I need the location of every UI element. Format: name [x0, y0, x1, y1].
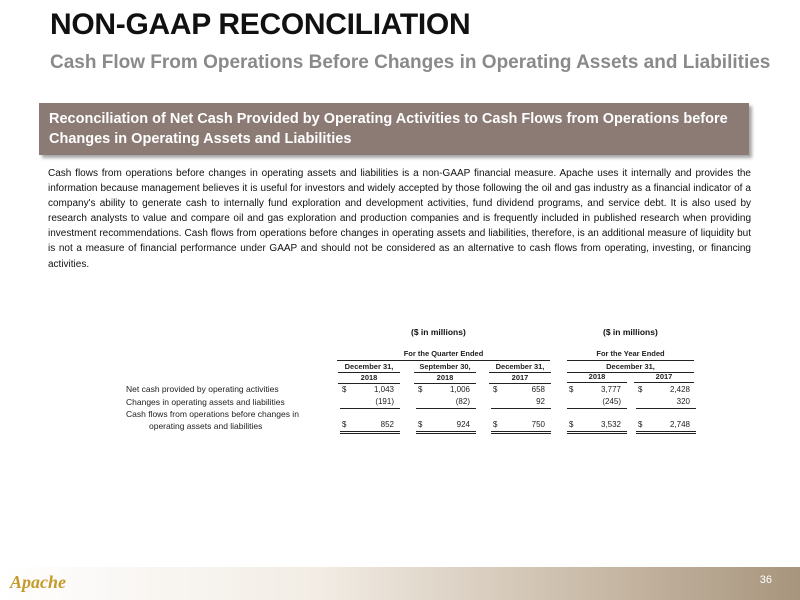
- cell-value: 2,428: [669, 385, 690, 394]
- table-cell: [340, 397, 400, 409]
- table-cell: [416, 397, 476, 409]
- cell-value: 2,748: [669, 420, 690, 429]
- column-header: [338, 362, 400, 384]
- cell-value: 1,043: [373, 385, 394, 394]
- period-header-year: For the Year Ended: [567, 349, 694, 361]
- column-header-line2: 2018: [338, 373, 400, 384]
- column-header-line1: December 31,: [567, 362, 694, 373]
- table-cell: [567, 397, 627, 409]
- units-label-quarter: ($ in millions): [411, 327, 466, 337]
- cell-value: 3,532: [600, 420, 621, 429]
- column-header-line2: 2018: [567, 372, 627, 383]
- table-cell: [340, 420, 400, 434]
- table-cell: [636, 385, 696, 396]
- cell-value: 658: [531, 385, 545, 394]
- currency-symbol: $: [342, 385, 347, 394]
- table-cell: [636, 420, 696, 434]
- column-header-line2: 2017: [489, 373, 551, 384]
- currency-symbol: $: [493, 420, 498, 429]
- column-header-line1: December 31,: [489, 362, 551, 373]
- currency-symbol: $: [342, 420, 347, 429]
- column-header: [489, 362, 551, 384]
- cell-value: 1,006: [449, 385, 470, 394]
- currency-symbol: $: [418, 420, 423, 429]
- page-subtitle: Cash Flow From Operations Before Changes in Operating Assets and Liabilities: [50, 52, 771, 73]
- table-cell: [491, 420, 551, 434]
- cell-value: 92: [536, 397, 545, 406]
- table-cell: [491, 385, 551, 396]
- cell-value: 924: [456, 420, 470, 429]
- page-number: 36: [759, 574, 772, 586]
- row-label-cash-flows-line1: Cash flows from operations before changes in: [126, 409, 299, 419]
- column-header-line2: 2018: [414, 373, 476, 384]
- cell-value: 852: [380, 420, 394, 429]
- column-header-line1: December 31,: [338, 362, 400, 373]
- description-paragraph: Cash flows from operations before changes in operating assets and liabilities is a non-GAAP financial measure. Apache uses it internally and provides the information because management believes it is useful for investors and widely accepted by those following the oil and gas industry as a financial indicator of a company's ability to generate cash to internally fund exploration and development activities, fund dividend programs, and service debt. It is also used by research analysts to value and compare oil and gas exploration and production companies and is frequently included in published research when providing investment recommendations. Cash flows from operations before changes in operating assets and liabilities, therefore, is an additional measure of liquidity but is not a measure of financial performance under GAAP and should not be considered as an alternative to cash flows from operating, investing, or financing activities.: [48, 168, 751, 270]
- currency-symbol: $: [569, 420, 574, 429]
- table-cell: [636, 397, 696, 409]
- cell-value: 750: [531, 420, 545, 429]
- row-label-cash-flows-line2: operating assets and liabilities: [149, 421, 263, 431]
- column-header: [414, 362, 476, 384]
- cell-value: 3,777: [600, 385, 621, 394]
- currency-symbol: $: [493, 385, 498, 394]
- table-cell: [567, 420, 627, 434]
- column-header-line1: September 30,: [414, 362, 476, 373]
- currency-symbol: $: [418, 385, 423, 394]
- table-cell: [491, 397, 551, 409]
- currency-symbol: $: [638, 420, 643, 429]
- cell-value: 320: [676, 397, 690, 406]
- table-cell: [416, 385, 476, 396]
- row-label-net-cash: Net cash provided by operating activities: [126, 384, 279, 394]
- section-banner: Reconciliation of Net Cash Provided by Operating Activities to Cash Flows from Operations before Changes in Operating Assets and Liabilities: [39, 103, 749, 155]
- currency-symbol: $: [638, 385, 643, 394]
- apache-logo: Apache: [10, 572, 66, 592]
- page-title: NON-GAAP RECONCILIATION: [50, 8, 471, 41]
- table-cell: [340, 385, 400, 396]
- row-label-changes: Changes in operating assets and liabilities: [126, 397, 285, 407]
- footer-bar: [0, 567, 800, 600]
- period-header-quarter: For the Quarter Ended: [337, 349, 550, 361]
- cell-value: (245): [602, 397, 621, 406]
- cell-value: (82): [455, 397, 470, 406]
- units-label-year: ($ in millions): [603, 327, 658, 337]
- column-header-line2: 2017: [634, 372, 694, 383]
- table-cell: [416, 420, 476, 434]
- table-cell: [567, 385, 627, 396]
- cell-value: (191): [375, 397, 394, 406]
- currency-symbol: $: [569, 385, 574, 394]
